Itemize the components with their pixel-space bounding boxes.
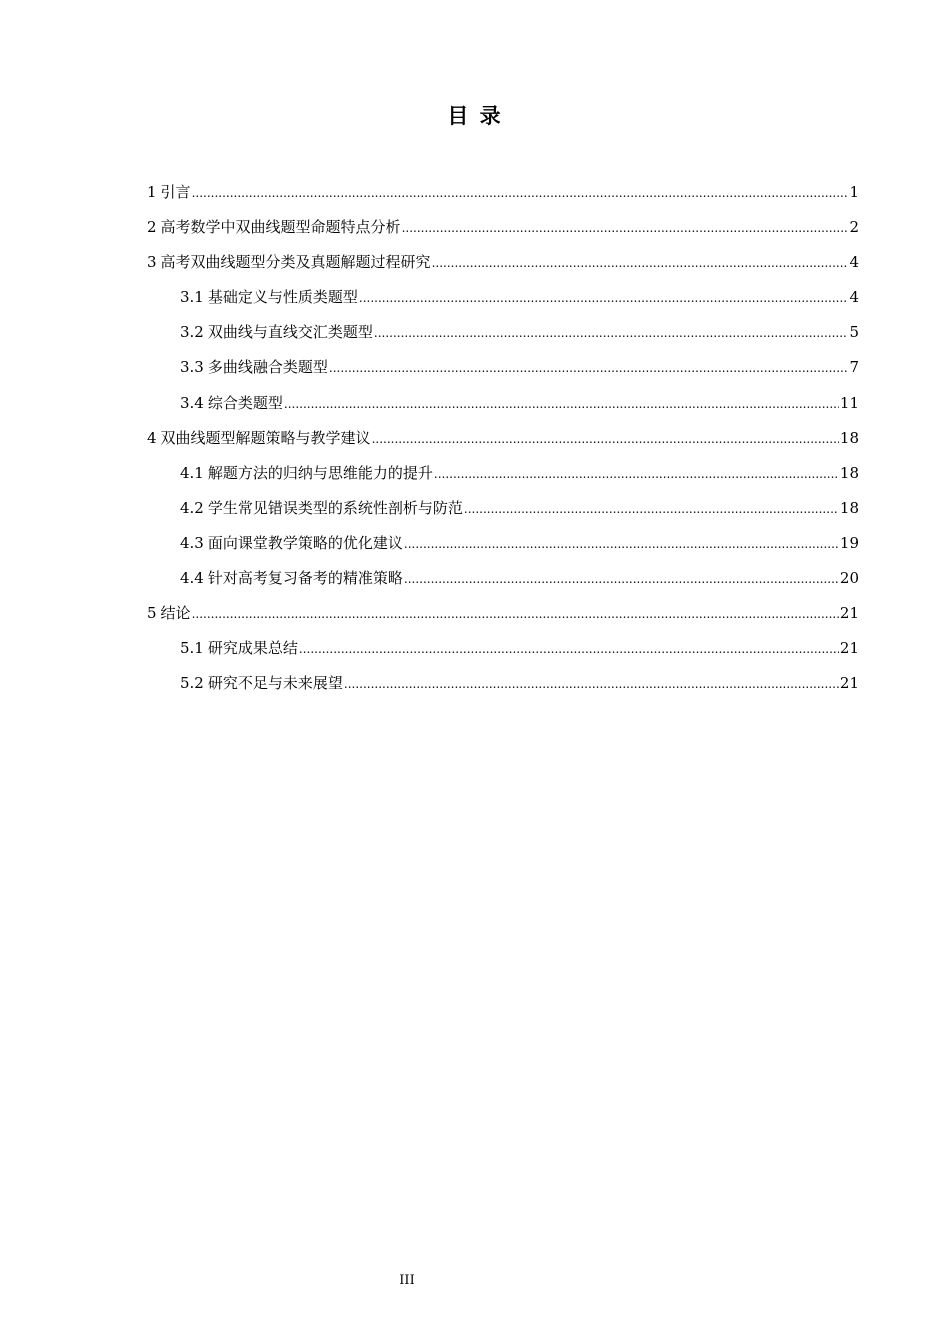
- toc-entry-title: 引言: [160, 183, 191, 201]
- toc-entry[interactable]: [147, 350, 859, 385]
- toc-entry-title: 针对高考复习备考的精准策略: [207, 569, 403, 588]
- toc-entry[interactable]: [147, 280, 859, 315]
- toc-entry-page: 2: [849, 218, 859, 237]
- toc-entry-title: 基础定义与性质类题型: [207, 288, 358, 307]
- toc-entry-title: 面向课堂教学策略的优化建议: [207, 533, 403, 552]
- toc-entry-title: 研究成果总结: [207, 639, 298, 658]
- toc-entry-title: 研究不足与未来展望: [207, 674, 343, 693]
- toc-entry-title: 高考数学中双曲线题型命题特点分析: [160, 218, 401, 237]
- toc-entry[interactable]: [147, 210, 859, 245]
- toc-entry-page: 21: [839, 674, 859, 693]
- toc-entry-title: 综合类题型: [207, 393, 283, 412]
- toc-entry[interactable]: [147, 526, 859, 561]
- toc-entry-number: 4.4: [180, 569, 204, 588]
- toc-entry-number: 3.1: [180, 288, 204, 307]
- toc-entry-title: 多曲线融合类题型: [207, 358, 328, 377]
- toc-title: 目 录: [447, 104, 503, 128]
- toc-dot-leader: [374, 316, 849, 351]
- toc-entry-title: 双曲线题型解题策略与教学建议: [160, 428, 371, 447]
- toc-entry-number: 4.1: [180, 463, 204, 482]
- toc-dot-leader: [432, 246, 849, 281]
- toc-entry-number: 5.2: [180, 674, 204, 693]
- toc-entry-page: 18: [839, 428, 859, 447]
- toc-dot-leader: [372, 422, 839, 457]
- toc-entry-title: 双曲线与直线交汇类题型: [207, 323, 373, 342]
- toc-entry-page: 18: [839, 498, 859, 517]
- toc-entry[interactable]: [147, 596, 859, 631]
- toc-dot-leader: [404, 562, 839, 597]
- toc-dot-leader: [329, 351, 849, 386]
- toc-entry-page: 1: [849, 183, 859, 201]
- toc-entry-page: 7: [849, 358, 859, 377]
- toc-entry-page: 21: [839, 604, 859, 623]
- toc-entry-page: 18: [839, 463, 859, 482]
- toc-entry-number: 3.2: [180, 323, 204, 342]
- toc-entry-page: 4: [849, 288, 859, 307]
- toc-list: [147, 175, 859, 701]
- toc-dot-leader: [402, 211, 849, 246]
- toc-dot-leader: [284, 387, 839, 422]
- toc-entry[interactable]: [147, 245, 859, 280]
- toc-entry-number: 4.2: [180, 498, 204, 517]
- toc-dot-leader: [359, 281, 849, 316]
- toc-entry[interactable]: [147, 421, 859, 456]
- toc-entry-page: 5: [849, 323, 859, 342]
- toc-entry-page: 11: [839, 393, 859, 412]
- toc-entry-number: 5.1: [180, 639, 204, 658]
- toc-entry-number: 4: [147, 428, 157, 447]
- toc-dot-leader: [192, 176, 849, 211]
- toc-dot-leader: [299, 632, 839, 667]
- toc-entry[interactable]: [147, 386, 859, 421]
- toc-entry-number: 3.3: [180, 358, 204, 377]
- toc-entry-number: 3: [147, 253, 157, 272]
- toc-dot-leader: [192, 597, 839, 632]
- toc-dot-leader: [464, 492, 839, 527]
- page-number: III: [399, 1273, 415, 1288]
- toc-entry-title: 解题方法的归纳与思维能力的提升: [207, 463, 433, 482]
- toc-entry[interactable]: [147, 491, 859, 526]
- toc-entry-page: 21: [839, 639, 859, 658]
- toc-entry-title: 学生常见错误类型的系统性剖析与防范: [207, 498, 463, 517]
- toc-entry-number: 4.3: [180, 533, 204, 552]
- toc-entry-title: 高考双曲线题型分类及真题解题过程研究: [160, 253, 431, 272]
- toc-entry-number: 5: [147, 604, 157, 623]
- toc-dot-leader: [404, 527, 839, 562]
- toc-entry[interactable]: [147, 666, 859, 701]
- toc-entry-title: 结论: [160, 604, 191, 623]
- toc-dot-leader: [434, 457, 839, 492]
- toc-entry[interactable]: [147, 456, 859, 491]
- toc-entry-number: 1: [147, 183, 157, 201]
- toc-entry-page: 4: [849, 253, 859, 272]
- toc-entry-page: 19: [839, 533, 859, 552]
- toc-entry[interactable]: [147, 175, 859, 210]
- toc-dot-leader: [344, 667, 839, 702]
- toc-entry-number: 3.4: [180, 393, 204, 412]
- toc-entry[interactable]: [147, 315, 859, 350]
- toc-entry[interactable]: [147, 631, 859, 666]
- toc-entry[interactable]: [147, 561, 859, 596]
- toc-entry-page: 20: [839, 569, 859, 588]
- toc-entry-number: 2: [147, 218, 157, 237]
